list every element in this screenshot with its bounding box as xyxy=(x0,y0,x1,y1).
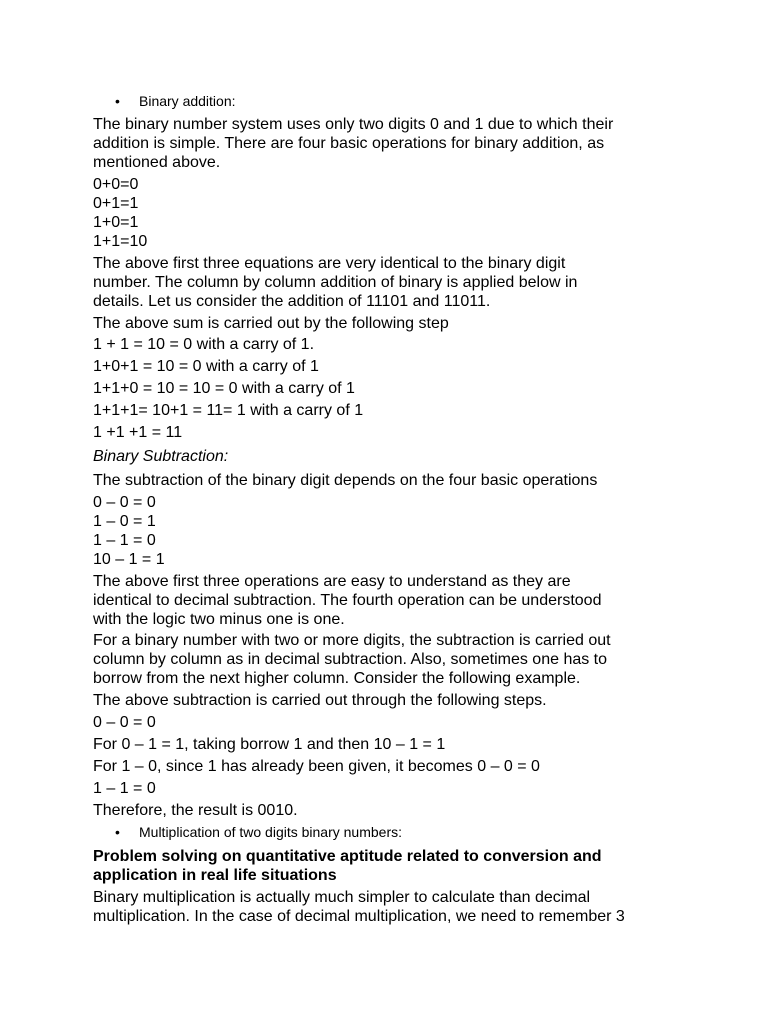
paragraph-line: mentioned above. xyxy=(93,154,221,171)
paragraph-line: details. Let us consider the addition of 11101 and 11011. xyxy=(93,293,491,310)
equation-line: 1 – 0 = 1 xyxy=(93,513,156,530)
bullet-dot: • xyxy=(115,824,120,840)
paragraph-line: addition is simple. There are four basic operations for binary addition, as xyxy=(93,135,605,152)
equation-line: 1+1=10 xyxy=(93,233,148,250)
bullet-binary-addition: Binary addition: xyxy=(139,93,236,109)
paragraph-line: identical to decimal subtraction. The fourth operation can be understood xyxy=(93,592,602,609)
paragraph-line: For a binary number with two or more digits, the subtraction is carried out xyxy=(93,632,611,649)
equation-line: 1+0=1 xyxy=(93,214,139,231)
heading-binary-subtraction: Binary Subtraction: xyxy=(93,448,229,465)
step-line: 0 – 0 = 0 xyxy=(93,714,156,731)
step-line: 1 +1 +1 = 11 xyxy=(93,424,183,441)
paragraph-line: The above first three equations are very identical to the binary digit xyxy=(93,255,566,272)
step-line: Therefore, the result is 0010. xyxy=(93,802,298,819)
paragraph-line: multiplication. In the case of decimal multiplication, we need to remember 3 xyxy=(93,908,625,925)
step-line: The above sum is carried out by the following step xyxy=(93,315,449,332)
step-line: 1+1+0 = 10 = 10 = 0 with a carry of 1 xyxy=(93,380,355,397)
paragraph-line: The above first three operations are easy to understand as they are xyxy=(93,573,571,590)
step-line: 1 – 1 = 0 xyxy=(93,780,156,797)
equation-line: 0 – 0 = 0 xyxy=(93,494,156,511)
step-line: 1 + 1 = 10 = 0 with a carry of 1. xyxy=(93,336,315,353)
bullet-multiplication: Multiplication of two digits binary numbers: xyxy=(139,824,403,840)
equation-line: 1 – 1 = 0 xyxy=(93,532,156,549)
equation-line: 0+1=1 xyxy=(93,195,139,212)
paragraph-line: The binary number system uses only two digits 0 and 1 due to which their xyxy=(93,116,614,133)
step-line: For 0 – 1 = 1, taking borrow 1 and then 10 – 1 = 1 xyxy=(93,736,446,753)
step-line: For 1 – 0, since 1 has already been given, it becomes 0 – 0 = 0 xyxy=(93,758,540,775)
paragraph-line: with the logic two minus one is one. xyxy=(93,611,345,628)
step-line: The above subtraction is carried out through the following steps. xyxy=(93,692,547,709)
equation-line: 0+0=0 xyxy=(93,176,139,193)
paragraph-line: borrow from the next higher column. Consider the following example. xyxy=(93,670,581,687)
paragraph-line: number. The column by column addition of binary is applied below in xyxy=(93,274,578,291)
paragraph-line: Binary multiplication is actually much simpler to calculate than decimal xyxy=(93,889,591,906)
equation-line: 10 – 1 = 1 xyxy=(93,551,165,568)
step-line: 1+0+1 = 10 = 0 with a carry of 1 xyxy=(93,358,319,375)
bold-heading-line: Problem solving on quantitative aptitude related to conversion and xyxy=(93,848,602,865)
step-line: 1+1+1= 10+1 = 11= 1 with a carry of 1 xyxy=(93,402,364,419)
bullet-dot: • xyxy=(115,93,120,109)
paragraph-line: The subtraction of the binary digit depends on the four basic operations xyxy=(93,472,598,489)
paragraph-line: column by column as in decimal subtraction. Also, sometimes one has to xyxy=(93,651,608,668)
bold-heading-line: application in real life situations xyxy=(93,867,337,884)
